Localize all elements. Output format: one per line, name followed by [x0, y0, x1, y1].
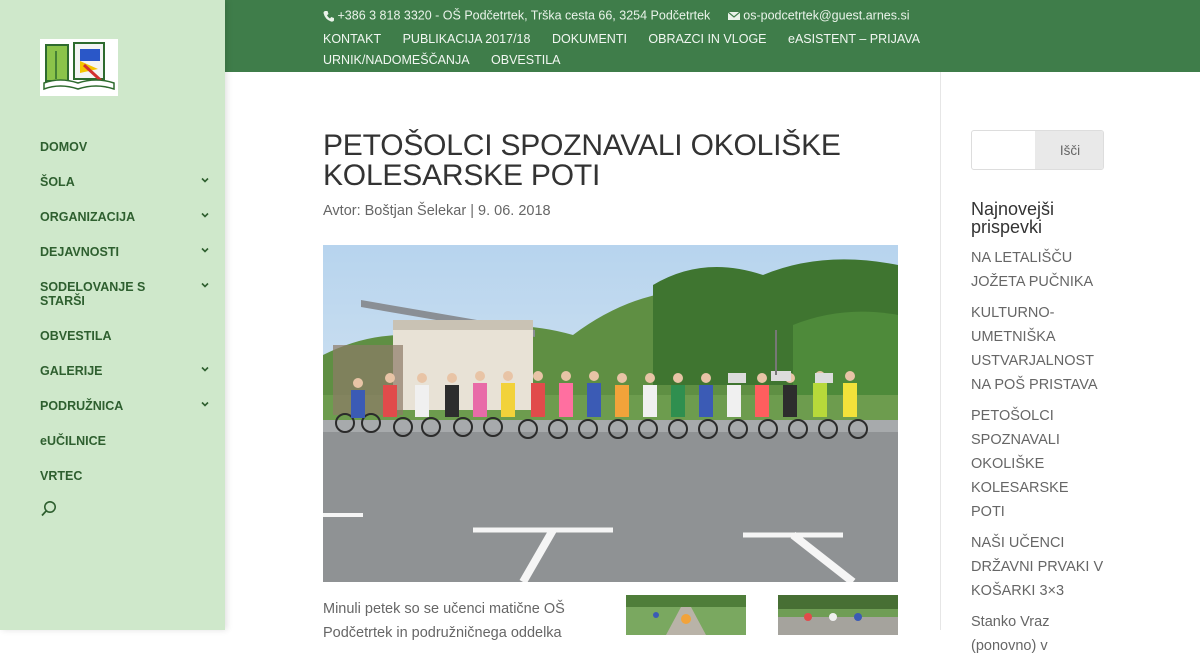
nav-item-label: ORGANIZACIJA: [40, 210, 136, 224]
nav-item-label: DEJAVNOSTI: [40, 245, 119, 259]
nav-item-label: eUČILNICE: [40, 434, 106, 448]
search-icon[interactable]: [40, 500, 58, 518]
top-menu-kontakt[interactable]: KONTAKT: [323, 32, 382, 46]
phone-address-text: +386 3 818 3320 - OŠ Podčetrtek, Trška cesta 66, 3254 Podčetrtek: [337, 8, 711, 23]
content-divider: [940, 72, 941, 630]
nav-item-podruznica[interactable]: [40, 397, 210, 415]
top-menu-obrazci[interactable]: OBRAZCI IN VLOGE: [648, 32, 767, 46]
nav-item-label: ŠOLA: [40, 175, 75, 189]
main-navigation: [40, 138, 210, 502]
nav-item-dejavnosti[interactable]: [40, 243, 210, 261]
gallery-thumbnail[interactable]: [778, 595, 898, 635]
top-menu-urnik[interactable]: URNIK/NADOMEŠČANJA: [323, 53, 470, 67]
phone-icon: [323, 10, 334, 22]
recent-post-link[interactable]: NAŠI UČENCI DRŽAVNI PRVAKI V KOŠARKI 3×3: [971, 535, 1104, 599]
chevron-down-icon[interactable]: [200, 175, 210, 185]
nav-item-label: DOMOV: [40, 140, 88, 154]
recent-post-link[interactable]: KULTURNO-UMETNIŠKA USTVARJALNOST NA POŠ PRISTAVA: [971, 305, 1098, 393]
email-link[interactable]: os-podcetrtek@guest.arnes.si: [743, 8, 910, 23]
chevron-down-icon[interactable]: [200, 245, 210, 255]
top-menu-obvestila[interactable]: OBVESTILA: [491, 53, 561, 67]
sidebar: [0, 0, 225, 630]
recent-post-link[interactable]: Stanko Vraz (ponovno) v: [971, 614, 1050, 654]
top-menu-easistent[interactable]: eASISTENT – PRIJAVA: [788, 32, 920, 46]
top-menu: [323, 29, 1063, 71]
nav-item-domov[interactable]: [40, 138, 210, 156]
chevron-down-icon[interactable]: [200, 399, 210, 409]
top-menu-dokumenti[interactable]: DOKUMENTI: [551, 32, 627, 46]
nav-item-label: GALERIJE: [40, 364, 103, 378]
chevron-down-icon[interactable]: [200, 364, 210, 374]
envelope-icon: [728, 11, 740, 21]
recent-posts-list: [971, 246, 1106, 665]
nav-item-label: OBVESTILA: [40, 329, 112, 343]
contact-info: [323, 8, 910, 23]
recent-post-link[interactable]: PETOŠOLCI SPOZNAVALI OKOLIŠKE KOLESARSKE POTI: [971, 408, 1069, 520]
nav-item-label: SODELOVANJE S STARŠI: [40, 280, 146, 308]
nav-item-obvestila[interactable]: [40, 327, 210, 345]
post-excerpt: Minuli petek so se učenci matične OŠ Podčetrtek in podružničnega oddelka: [323, 601, 565, 641]
search-button[interactable]: Išči: [1035, 131, 1104, 169]
school-logo[interactable]: [40, 39, 118, 96]
nav-item-galerije[interactable]: [40, 362, 210, 380]
top-header: [225, 0, 1200, 72]
search-input[interactable]: [972, 131, 1035, 169]
chevron-down-icon[interactable]: [200, 210, 210, 220]
top-menu-publikacija[interactable]: PUBLIKACIJA 2017/18: [402, 32, 531, 46]
post-featured-image[interactable]: [323, 245, 898, 582]
nav-item-sola[interactable]: [40, 173, 210, 191]
nav-item-label: VRTEC: [40, 469, 83, 483]
sidebar-search: [971, 130, 1104, 170]
nav-item-vrtec[interactable]: [40, 467, 210, 485]
recent-posts-title: Najnovejši prispevki: [971, 199, 1055, 237]
gallery-thumbnail[interactable]: [626, 595, 746, 635]
recent-post-link[interactable]: NA LETALIŠČU JOŽETA PUČNIKA: [971, 250, 1094, 290]
nav-item-label: PODRUŽNICA: [40, 399, 124, 413]
nav-item-organizacija[interactable]: [40, 208, 210, 226]
post-meta: Avtor: Boštjan Šelekar | 9. 06. 2018: [323, 203, 551, 219]
nav-item-eucilnice[interactable]: [40, 432, 210, 450]
chevron-down-icon[interactable]: [200, 280, 210, 290]
post-title: PETOŠOLCI SPOZNAVALI OKOLIŠKE KOLESARSKE POTI: [323, 129, 841, 192]
nav-item-sodelovanje[interactable]: [40, 278, 160, 310]
